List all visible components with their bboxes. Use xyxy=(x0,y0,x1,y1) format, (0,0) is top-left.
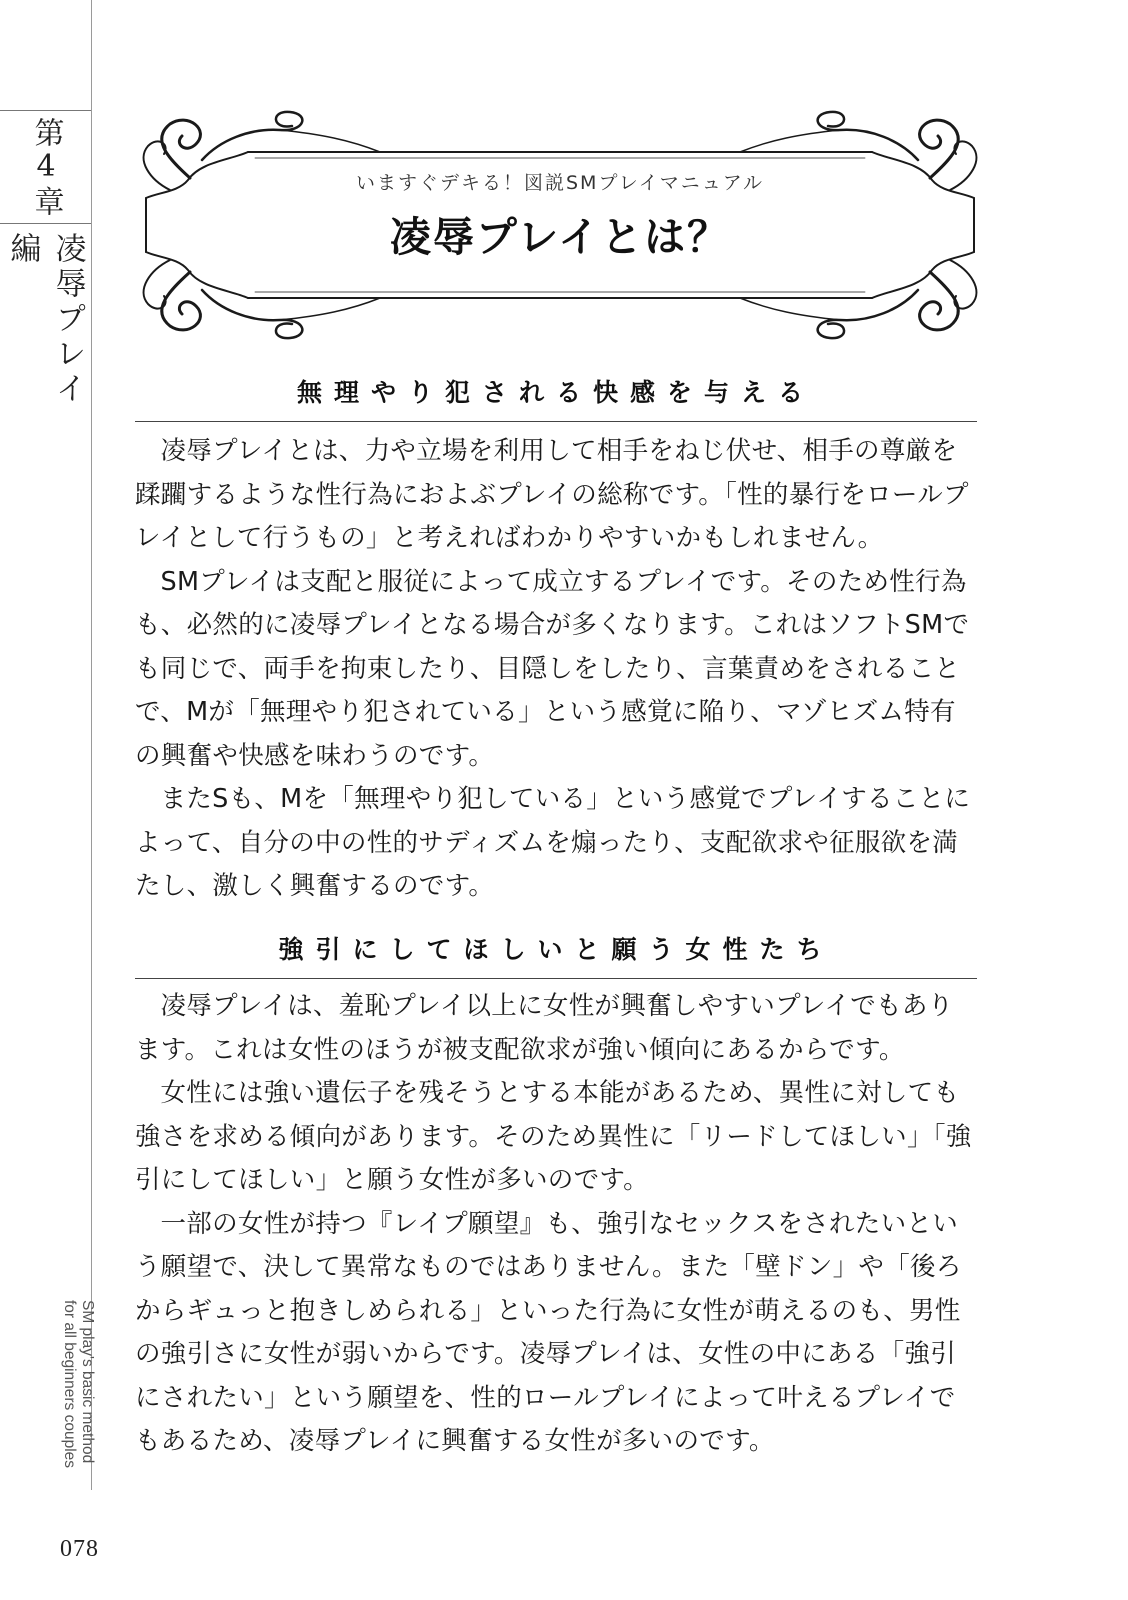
book-subtitle-line-2: for all beginners couples xyxy=(61,1300,78,1469)
paragraph: 女性には強い遺伝子を残そうとする本能があるため、異性に対しても強さを求める傾向があります。そのため異性に「リードしてほしい」「強引にしてほしい」と願う女性が多いのです。 xyxy=(135,1078,972,1195)
chapter-name-block xyxy=(0,232,91,412)
margin-divider xyxy=(91,0,92,1490)
section-body xyxy=(135,430,977,909)
book-subtitle-line-1: SM play's basic method xyxy=(79,1300,96,1464)
flourish-bottom-left xyxy=(144,260,380,338)
section-rule xyxy=(135,978,977,979)
ornate-title-frame xyxy=(130,100,990,350)
flourish-bottom-right xyxy=(740,260,976,338)
paragraph: またSも、Mを「無理やり犯している」という感覚でプレイすることによって、自分の中の性的サディズムを煽ったり、支配欲求や征服欲を満たし、激しく興奮するのです。 xyxy=(135,784,971,901)
page-title: 凌辱プレイとは？ xyxy=(389,213,731,261)
chapter-tab xyxy=(0,110,91,224)
chapter-name: 凌辱プレイ編 xyxy=(4,232,86,407)
section-body xyxy=(135,985,977,1464)
book-subtitle-vertical xyxy=(45,1300,111,1469)
section-rule xyxy=(135,421,977,422)
paragraph: 凌辱プレイは、羞恥プレイ以上に女性が興奮しやすいプレイでもあります。これは女性のほうが被支配欲求が強い傾向にあるからです。 xyxy=(135,991,954,1065)
paragraph: 凌辱プレイとは、力や立場を利用して相手をねじ伏せ、相手の尊厳を蹂躙するような性行為におよぶプレイの総称です。「性的暴行をロールプレイとして行うもの」と考えればわかりやすいかもしれません。 xyxy=(135,436,969,553)
chapter-label: 第4章 xyxy=(28,116,64,218)
series-title: いますぐデキる！図説SMプレイマニュアル xyxy=(356,172,764,194)
section-heading: 無理やり犯される快感を与える xyxy=(296,378,815,407)
page-number: 078 xyxy=(60,1536,99,1562)
section-heading: 強引にしてほしいと願う女性たち xyxy=(278,935,834,964)
paragraph: SMプレイは支配と服従によって成立するプレイです。そのため性行為も、必然的に凌辱プレイとなる場合が多くなります。これはソフトSMでも同じで、両手を拘束したり、目隠しをしたり、言葉責めをされることで、Mが「無理やり犯されている」という感覚に陥り、マゾヒズム特有の興奮や快感を味わうのです。 xyxy=(135,566,970,771)
paragraph: 一部の女性が持つ『レイプ願望』も、強引なセックスをされたいという願望で、決して異常なものではありません。また「壁ドン」や「後ろからギュっと抱きしめられる」といった行為に女性が萌えるのも、男性の強引さに女性が弱いからです。凌辱プレイは、女性の中にある「強引にされたい」という願望を、性的ロールプレイによって叶えるプレイでもあるため、凌辱プレイに興奮する女性が多いのです。 xyxy=(135,1208,962,1456)
